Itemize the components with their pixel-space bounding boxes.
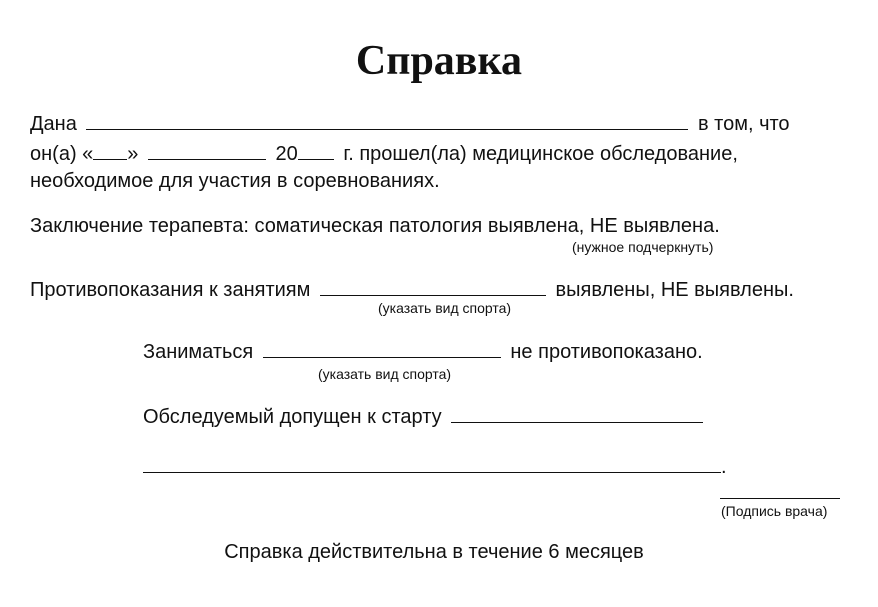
day-blank[interactable] <box>93 142 127 160</box>
contraindications-line <box>30 278 794 300</box>
allowed-tail: не противопоказано. <box>510 341 703 363</box>
contraindications-label: Противопоказания к занятиям <box>30 279 311 301</box>
admitted-end-period: . <box>721 456 727 478</box>
allowed-line <box>143 340 703 362</box>
admitted-continuation-line <box>143 455 727 477</box>
contraindications-sport-blank[interactable] <box>320 278 546 296</box>
contraindications-hint: (указать вид спорта) <box>378 300 512 316</box>
document-title: Справка <box>355 38 523 84</box>
exam-statement: г. прошел(ла) медицинское обследование, <box>343 143 738 165</box>
allowed-sport-blank[interactable] <box>263 340 501 358</box>
given-to-label: Дана <box>30 113 77 135</box>
name-blank[interactable] <box>86 112 688 130</box>
admitted-blank-1[interactable] <box>451 405 703 423</box>
purpose-line: необходимое для участия в соревнованиях. <box>30 170 440 192</box>
given-to-line <box>30 112 790 134</box>
date-open-quote: он(а) « <box>30 143 94 165</box>
allowed-hint: (указать вид спорта) <box>318 366 452 382</box>
admitted-blank-2[interactable] <box>143 455 721 473</box>
validity-note: Справка действительна в течение 6 месяцев <box>224 541 644 563</box>
admitted-label: Обследуемый допущен к старту <box>143 406 442 428</box>
year-blank[interactable] <box>298 142 334 160</box>
admitted-line <box>143 405 703 427</box>
month-blank[interactable] <box>148 142 266 160</box>
signature-blank[interactable] <box>720 498 840 499</box>
signature-hint: (Подпись врача) <box>721 503 828 519</box>
date-line <box>30 142 738 164</box>
conclusion-text: Заключение терапевта: соматическая патология выявлена, НЕ выявлена. <box>30 215 720 237</box>
date-close-quote: » <box>127 143 139 165</box>
year-prefix: 20 <box>275 143 298 165</box>
allowed-label: Заниматься <box>143 341 254 363</box>
given-to-tail: в том, что <box>697 113 790 135</box>
contraindications-tail: выявлены, НЕ выявлены. <box>555 279 794 301</box>
conclusion-hint: (нужное подчеркнуть) <box>572 239 714 255</box>
